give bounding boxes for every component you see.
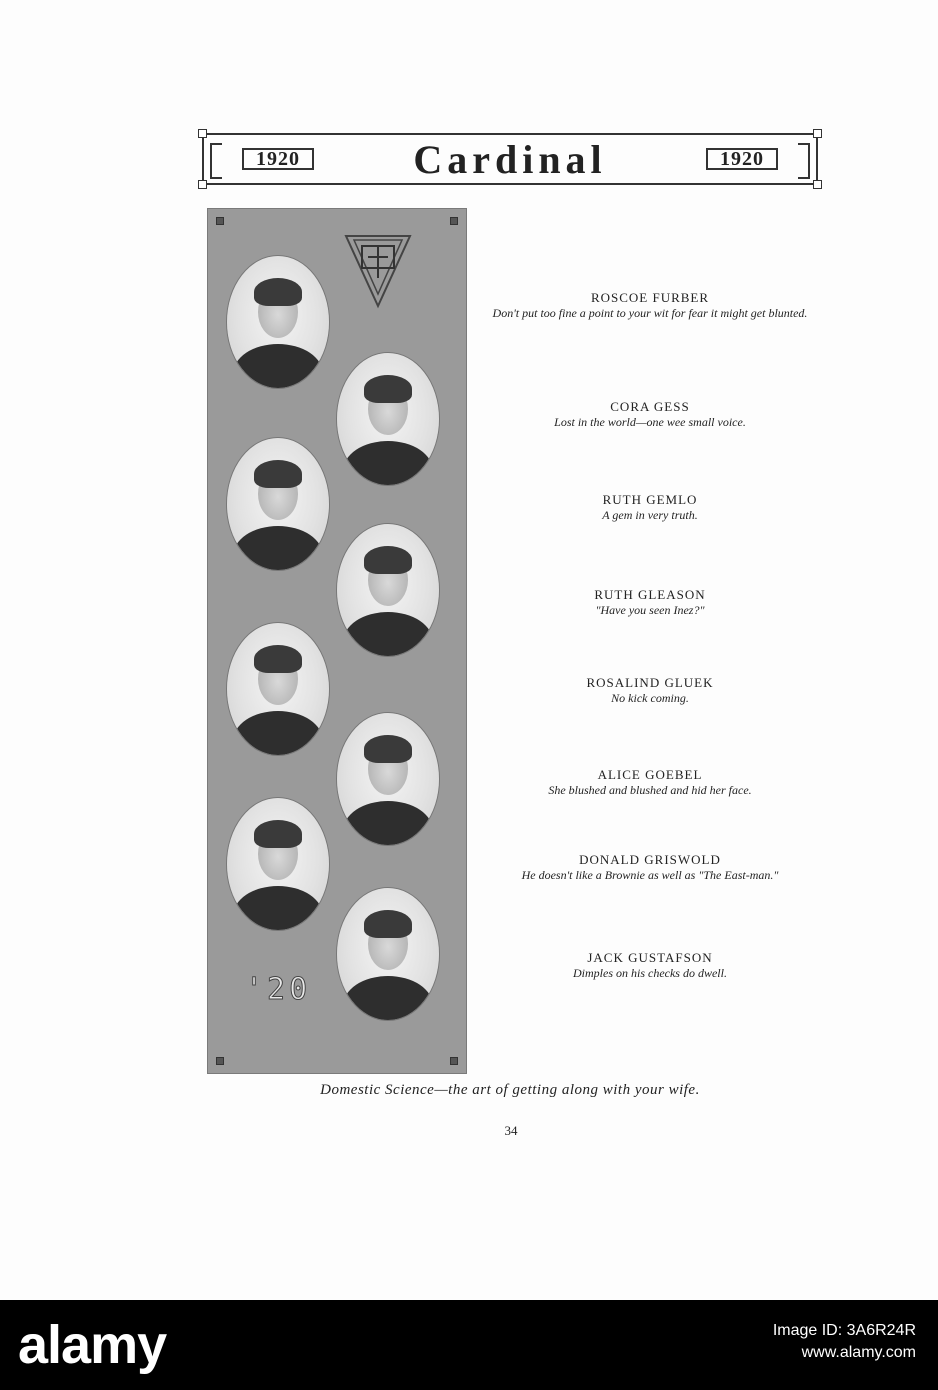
student-portrait [337,353,439,485]
year-left: 1920 [242,148,314,170]
student-quote: She blushed and blushed and hid her face. [548,783,752,797]
student-quote: "Have you seen Inez?" [595,603,705,617]
student-name: RUTH GLEASON [594,587,706,602]
class-year-mark: '20 [245,972,312,1007]
student-quote: Lost in the world—one wee small voice. [554,415,746,429]
student-portrait [227,623,329,755]
panel-corner-ornament [450,1057,458,1065]
watermark-reference [773,1320,916,1364]
alamy-logo: alamy [18,1315,167,1375]
student-portrait [337,713,439,845]
student-name: CORA GESS [610,399,690,414]
student-entry [480,950,820,980]
student-name: JACK GUSTAFSON [587,950,713,965]
student-name: ROSCOE FURBER [590,290,710,305]
year-right: 1920 [706,148,778,170]
student-quote: Dimples on his checks do dwell. [573,966,727,980]
student-entry [480,767,820,797]
student-quote: No kick coming. [611,691,689,705]
student-entry [480,399,820,429]
panel-corner-ornament [216,217,224,225]
student-quote: Don't put too fine a point to your wit for fear it might get blunted. [492,306,808,320]
page-number: 34 [504,1123,518,1138]
header-banner [202,133,818,185]
student-name: ALICE GOEBEL [597,767,703,782]
panel-corner-ornament [216,1057,224,1065]
student-portrait [337,888,439,1020]
panel-corner-ornament [450,217,458,225]
site-url-text: www.alamy.com [801,1344,916,1361]
student-portrait [227,256,329,388]
student-portrait [227,798,329,930]
student-quote: He doesn't like a Brownie as well as "The East-man." [521,868,779,882]
photo-panel [207,208,467,1074]
student-portrait [337,524,439,656]
page-caption: Domestic Science—the art of getting along with your wife. [320,1082,700,1098]
student-name: DONALD GRISWOLD [579,852,721,867]
student-entry [480,675,820,705]
student-portrait [227,438,329,570]
watermark-bar [0,1300,938,1390]
school-emblem-icon [344,232,412,310]
student-name: ROSALIND GLUEK [586,675,714,690]
student-entry [480,852,820,882]
image-id-text: Image ID: 3A6R24R [772,1322,916,1339]
yearbook-title: Cardinal [413,137,607,182]
student-entry [480,290,820,320]
student-name: RUTH GEMLO [602,492,698,507]
student-quote: A gem in very truth. [602,508,698,522]
student-entry [480,492,820,522]
student-entry [480,587,820,617]
